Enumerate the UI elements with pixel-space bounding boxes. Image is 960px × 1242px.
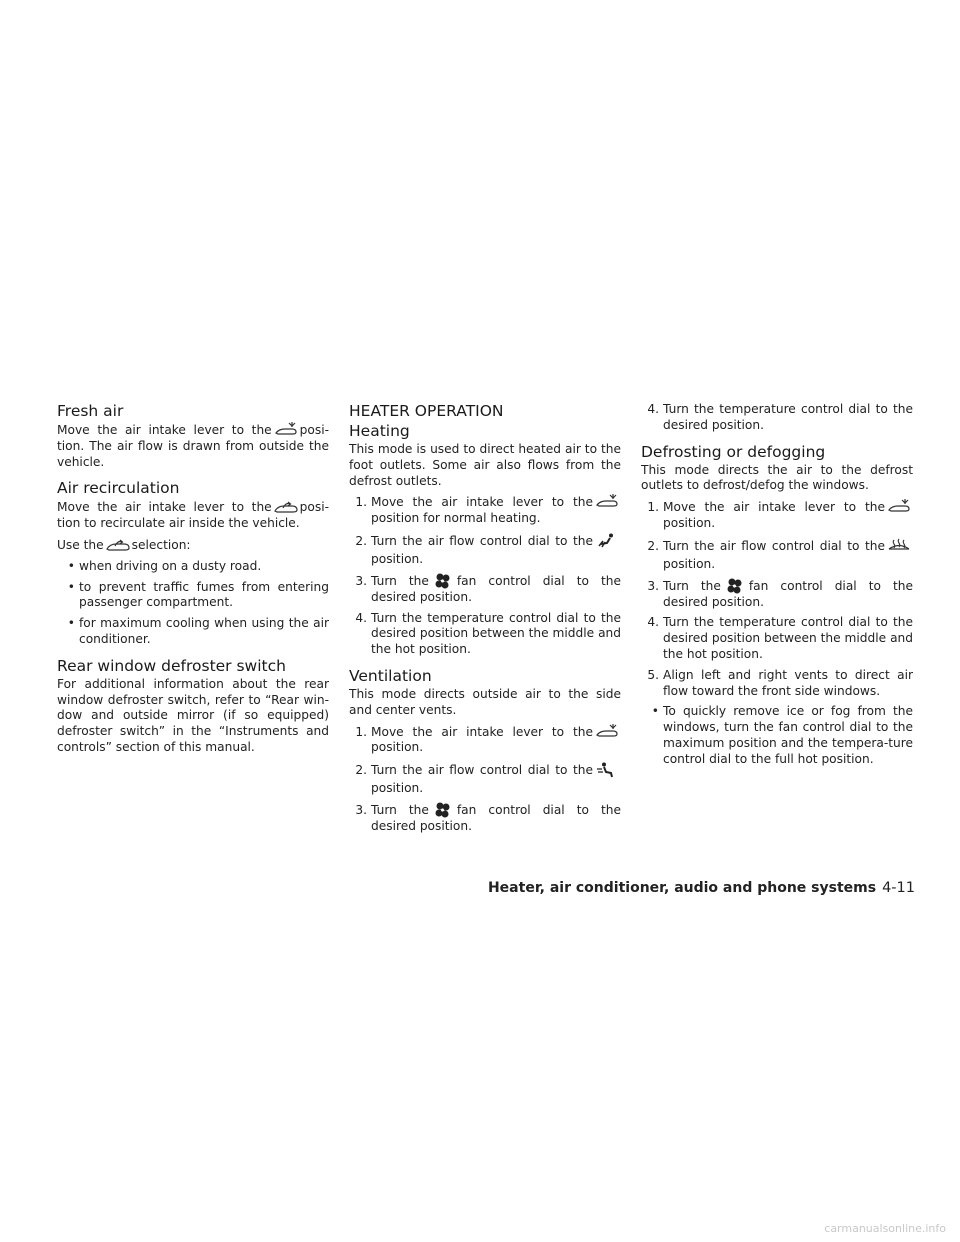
fresh-air-intake-icon [594,494,620,508]
list-item: 1. Move the air intake lever to the position. [641,499,913,532]
list-item: 1. Move the air intake lever to the position. [349,724,621,757]
list-item: 4. Turn the temperature control dial to the desired position between the middle and the hot position. [647,615,913,661]
page-number: 4-11 [882,880,915,896]
page-footer [488,880,915,896]
air-recirculation-text: Move the air intake lever to the posi-tion to recirculate air inside the vehicle. [57,500,329,531]
watermark: carmanualsonline.info [824,1222,946,1235]
ventilation-steps-continued [641,402,913,434]
fresh-air-intake-icon [886,499,912,513]
face-vent-icon [594,762,620,776]
foot-vent-icon [594,533,620,547]
fresh-air-heading: Fresh air [57,402,124,420]
list-item: 3. Turn the fan control dial to the desired position. [355,803,621,833]
use-selection-text: Use the selection: [57,537,191,552]
defrosting-text: This mode directs the air to the defrost outlets to defrost/defog the windows. [641,462,913,493]
defrosting-tips [641,704,913,767]
fan-icon [430,573,456,587]
fan-icon [430,802,456,816]
rear-defroster-heading: Rear window defroster switch [57,656,286,675]
defrosting-steps [641,499,913,699]
heater-operation-heading: HEATER OPERATION [349,402,504,420]
list-item: • for maximum cooling when using the air conditioner. [67,616,329,646]
footer-section-title: Heater, air conditioner, audio and phone systems [487,880,877,896]
heating-heading: Heating [349,422,410,440]
air-recirculation-heading: Air recirculation [57,479,180,498]
list-item: 4. Turn the temperature control dial to the desired position between the middle and the hot position. [355,610,621,657]
column-2 [349,402,621,840]
recirculation-icon [273,499,299,513]
fresh-air-intake-icon [594,724,620,738]
list-item: 4. Turn the temperature control dial to the desired position. [647,402,913,432]
column-3 [641,402,913,773]
list-item: • to prevent traffic fumes from entering passenger compartment. [67,579,329,610]
list-item: 3. Turn the fan control dial to the desired position. [647,578,913,609]
heating-text: This mode is used to direct heated air to the foot outlets. Some air also flows from the defrost outlets. [349,442,621,488]
rear-defroster-text: For additional information about the rear window defroster switch, refer to “Rear win-dow and outside mirror (if so equipped) defroster switch” in the “Instruments and controls” section of this manual. [57,676,329,754]
list-item: 2. Turn the air flow control dial to the position. [349,761,621,797]
defrosting-heading: Defrosting or defogging [641,442,826,461]
list-item: • when driving on a dusty road. [67,558,262,573]
recirculation-icon [105,537,131,551]
ventilation-heading: Ventilation [349,666,432,685]
list-item: 5. Align left and right vents to direct air flow toward the front side windows. [647,667,913,698]
ventilation-text: This mode directs outside air to the side and center vents. [349,686,621,717]
column-1 [57,402,329,761]
fresh-air-text: Move the air intake lever to the posi-tion. The air flow is drawn from outside the vehicle. [57,423,329,469]
ventilation-steps [349,724,621,835]
list-item: • To quickly remove ice or fog from the windows, turn the fan control dial to the maximum position and the tempera-ture control dial to the full hot position. [651,704,913,766]
recirculation-bullets [57,559,329,648]
list-item: 2. Turn the air flow control dial to the position. [349,532,621,568]
fan-icon [722,578,748,592]
list-item: 3. Turn the fan control dial to the desired position. [355,573,621,604]
list-item: 2. Turn the air flow control dial to the position. [641,537,913,573]
list-item: 1. Move the air intake lever to the position for normal heating. [349,494,621,527]
fresh-air-intake-icon [273,422,299,436]
heating-steps [349,494,621,658]
defrost-icon [886,538,912,552]
